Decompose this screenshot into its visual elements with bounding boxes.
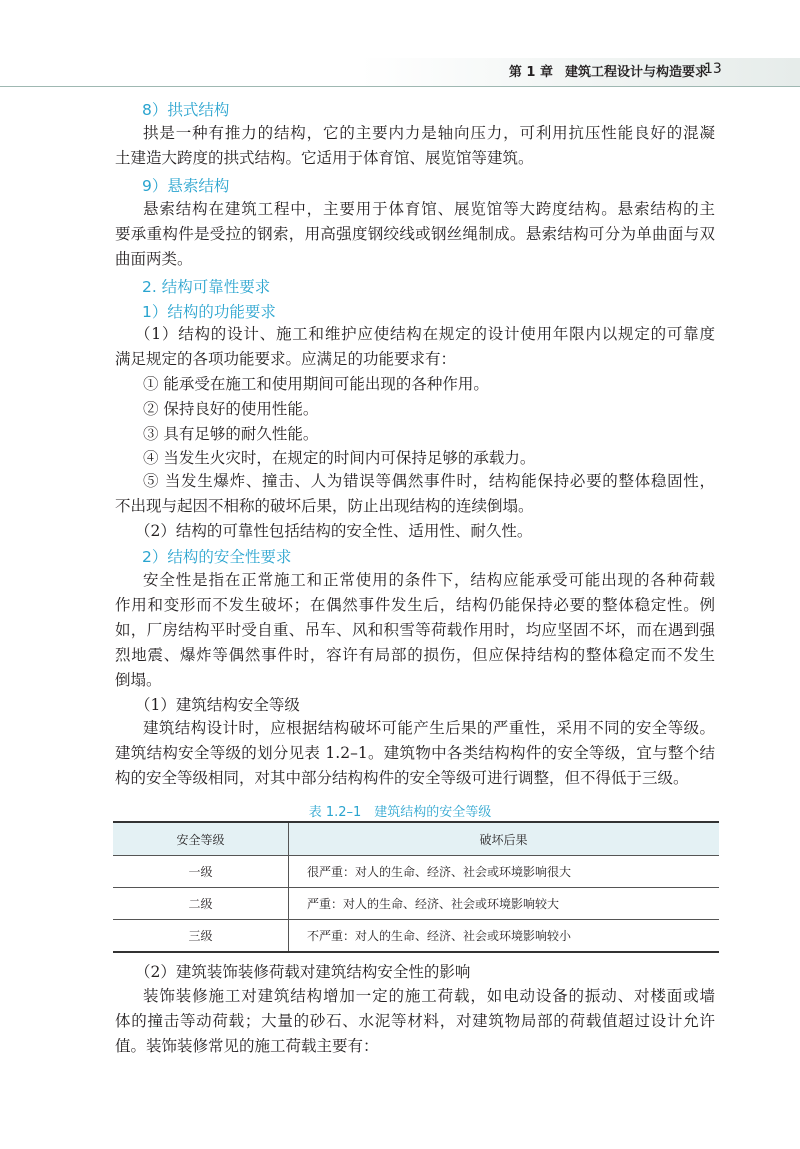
text-line: 建筑结构安全等级的划分见表 1.2–1。建筑物中各类结构构件的安全等级，宜与整个结: [115, 744, 715, 762]
text-line: 不出现与起因不相称的破坏后果，防止出现结构的连续倒塌。: [115, 497, 534, 515]
text-line: 如，厂房结构平时受自重、吊车、风和积雪等荷载作用时，均应坚固不坏，而在遇到强: [115, 621, 715, 639]
table-caption: 表 1.2–1 建筑结构的安全等级: [308, 805, 492, 820]
paragraph-arch: [115, 121, 715, 171]
text-line: 拱是一种有推力的结构，它的主要内力是轴向压力，可利用抗压性能良好的混凝: [143, 124, 715, 142]
table-cell: 很严重：对人的生命、经济、社会或环境影响很大: [289, 856, 720, 888]
text-line: 值。装饰装修常见的施工荷载主要有：: [115, 1037, 379, 1055]
table-header-row: [113, 822, 719, 856]
text-line: 安全性是指在正常施工和正常使用的条件下，结构应能承受可能出现的各种荷载: [143, 571, 715, 589]
paragraph-safety-grade: [115, 716, 715, 791]
text-line: 要承重构件是受拉的钢索，用高强度钢绞线或钢丝绳制成。悬索结构可分为单曲面与双: [115, 225, 715, 243]
list-item: ④ 当发生火灾时，在规定的时间内可保持足够的承载力。: [143, 449, 536, 467]
table-cell: 三级: [113, 920, 289, 953]
text-line: 曲面两类。: [115, 250, 193, 268]
text-line: 体的撞击等动荷载；大量的砂石、水泥等材料，对建筑物局部的荷载值超过设计允许: [115, 1012, 715, 1030]
page-number: 13: [704, 61, 722, 77]
section-heading-arch: 8）拱式结构: [142, 101, 230, 119]
paragraph-safety: [115, 568, 715, 693]
table-row: [113, 888, 719, 920]
chapter-title: 建筑工程设计与构造要求: [564, 65, 708, 80]
table-cell: 二级: [113, 888, 289, 920]
text-line: 倒塌。: [115, 671, 162, 689]
list-item: ② 保持良好的使用性能。: [143, 400, 319, 418]
list-item: ① 能承受在施工和使用期间可能出现的各种作用。: [143, 375, 489, 393]
paragraph-reliability-scope: （2）结构的可靠性包括结构的安全性、适用性、耐久性。: [135, 522, 533, 540]
subsection-heading-function: 1）结构的功能要求: [142, 303, 276, 321]
column-header: 安全等级: [113, 822, 289, 856]
text-line: 满足规定的各项功能要求。应满足的功能要求有：: [115, 350, 457, 368]
header-divider: [0, 86, 800, 87]
table-row: [113, 856, 719, 888]
text-line: 作用和变形而不发生破坏；在偶然事件发生后，结构仍能保持必要的整体稳定性。例: [115, 596, 715, 614]
paragraph-decoration-load: [115, 984, 715, 1059]
table-cell: 一级: [113, 856, 289, 888]
paragraph-cable: [115, 197, 715, 272]
table-row: [113, 920, 719, 953]
paragraph-function-requirements: [115, 322, 715, 372]
text-line: 悬索结构在建筑工程中，主要用于体育馆、展览馆等大跨度结构。悬索结构的主: [143, 200, 715, 218]
section-heading-reliability: 2. 结构可靠性要求: [142, 278, 271, 296]
text-line: 土建造大跨度的拱式结构。它适用于体育馆、展览馆等建筑。: [115, 149, 534, 167]
section-heading-cable: 9）悬索结构: [142, 177, 230, 195]
safety-grade-table: [113, 821, 719, 953]
text-line: 建筑结构设计时，应根据结构破坏可能产生后果的严重性，采用不同的安全等级。: [143, 719, 715, 737]
subsection-heading-safety-grade: （1）建筑结构安全等级: [135, 696, 300, 714]
text-line: 烈地震、爆炸等偶然事件时，容许有局部的损伤，但应保持结构的整体稳定而不发生: [115, 646, 715, 664]
running-header: [509, 61, 708, 80]
table-cell: 不严重：对人的生命、经济、社会或环境影响较小: [289, 920, 720, 953]
text-line: 装饰装修施工对建筑结构增加一定的施工荷载，如电动设备的振动、对楼面或墙: [143, 987, 715, 1005]
subsection-heading-safety: 2）结构的安全性要求: [142, 548, 292, 566]
column-header: 破坏后果: [289, 822, 720, 856]
text-line: ⑤ 当发生爆炸、撞击、人为错误等偶然事件时，结构能保持必要的整体稳固性，: [143, 472, 715, 490]
subsection-heading-decoration-load: （2）建筑装饰装修荷载对建筑结构安全性的影响: [135, 963, 471, 981]
list-item: ③ 具有足够的耐久性能。: [143, 425, 319, 443]
text-line: 构的安全等级相同，对其中部分结构构件的安全等级可进行调整，但不得低于三级。: [115, 769, 689, 787]
table-cell: 严重：对人的生命、经济、社会或环境影响较大: [289, 888, 720, 920]
chapter-label: 第 1 章: [508, 65, 553, 80]
list-item: [115, 469, 715, 519]
text-line: （1）结构的设计、施工和维护应使结构在规定的设计使用年限内以规定的可靠度: [135, 325, 715, 343]
